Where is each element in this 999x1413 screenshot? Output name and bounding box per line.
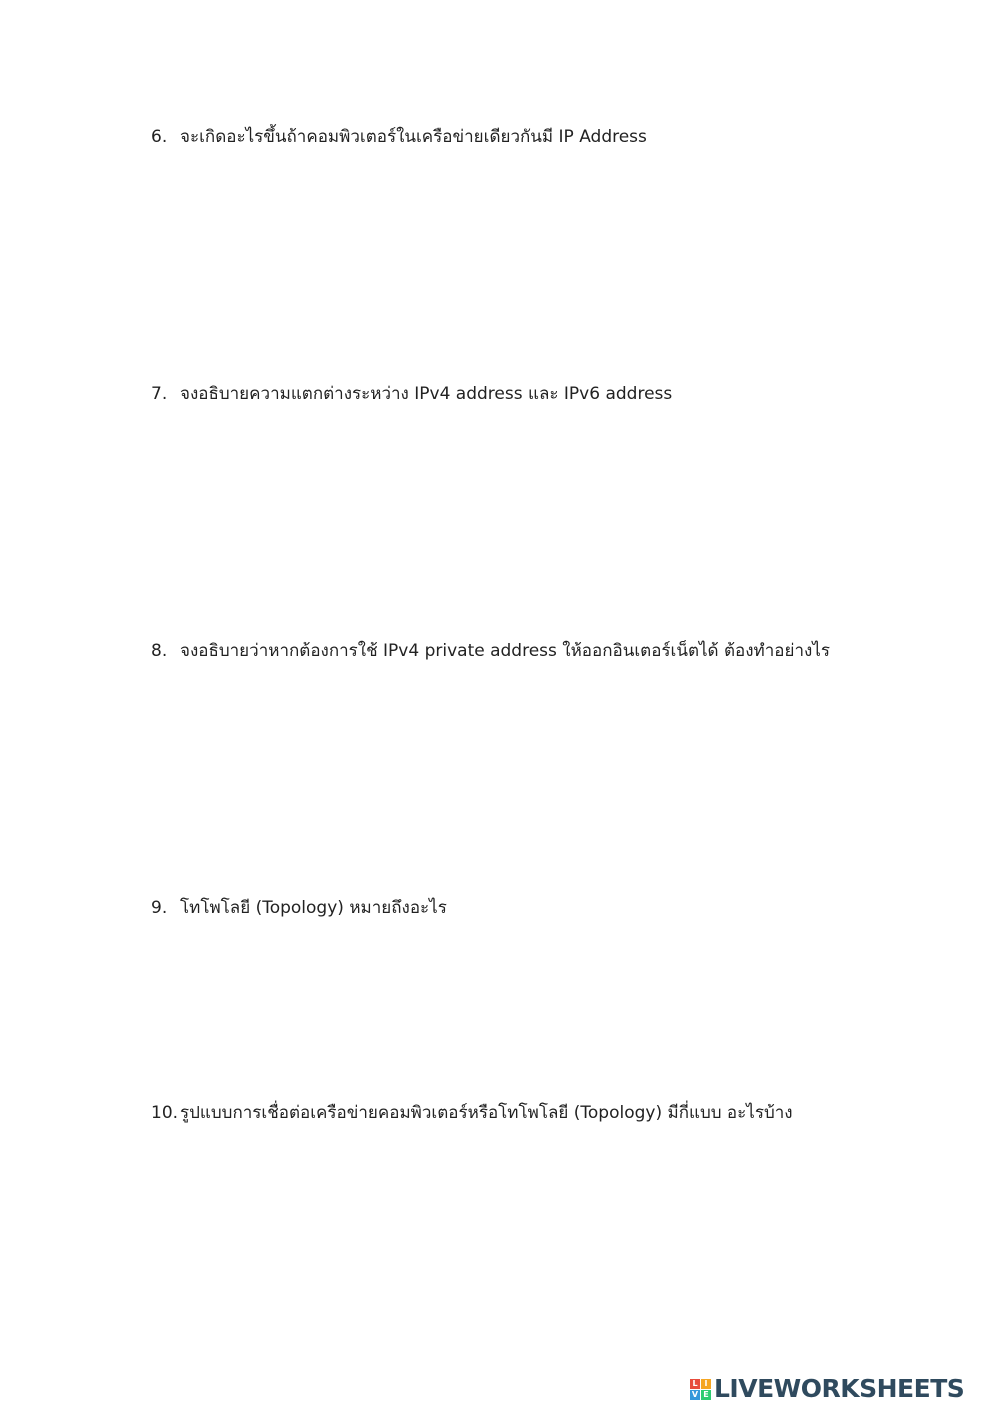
question-9 bbox=[151, 895, 447, 921]
question-text: จงอธิบายความแตกต่างระหว่าง IPv4 address และ IPv6 address bbox=[180, 384, 673, 404]
question-number: 10. bbox=[151, 1103, 179, 1123]
logo-letter-l: L bbox=[690, 1379, 700, 1389]
question-10 bbox=[151, 1100, 793, 1126]
liveworksheets-logo-text: LIVEWORKSHEETS bbox=[714, 1374, 965, 1403]
logo-letter-v: V bbox=[691, 1389, 699, 1399]
logo-letter-i: I bbox=[701, 1379, 711, 1389]
question-text: โทโพโลยี (Topology) หมายถึงอะไร bbox=[180, 898, 447, 918]
liveworksheets-logo-icon bbox=[690, 1379, 711, 1400]
question-6 bbox=[151, 124, 647, 150]
question-text: จงอธิบายว่าหากต้องการใช้ IPv4 private address ให้ออกอินเตอร์เน็ตได้ ต้องทำอย่างไร bbox=[180, 641, 831, 661]
question-number: 6. bbox=[151, 127, 168, 147]
logo-letter-e: E bbox=[701, 1390, 711, 1400]
question-7 bbox=[151, 381, 672, 407]
question-number: 9. bbox=[151, 898, 168, 918]
question-number: 7. bbox=[151, 384, 168, 404]
question-number: 8. bbox=[151, 641, 168, 661]
question-8 bbox=[151, 638, 830, 664]
question-text: จะเกิดอะไรขึ้นถ้าคอมพิวเตอร์ในเครือข่ายเดียวกันมี IP Address bbox=[180, 127, 647, 147]
liveworksheets-logo bbox=[690, 1374, 964, 1404]
question-text: รูปแบบการเชื่อต่อเครือข่ายคอมพิวเตอร์หรือโทโพโลยี (Topology) มีกี่แบบ อะไรบ้าง bbox=[180, 1103, 793, 1123]
